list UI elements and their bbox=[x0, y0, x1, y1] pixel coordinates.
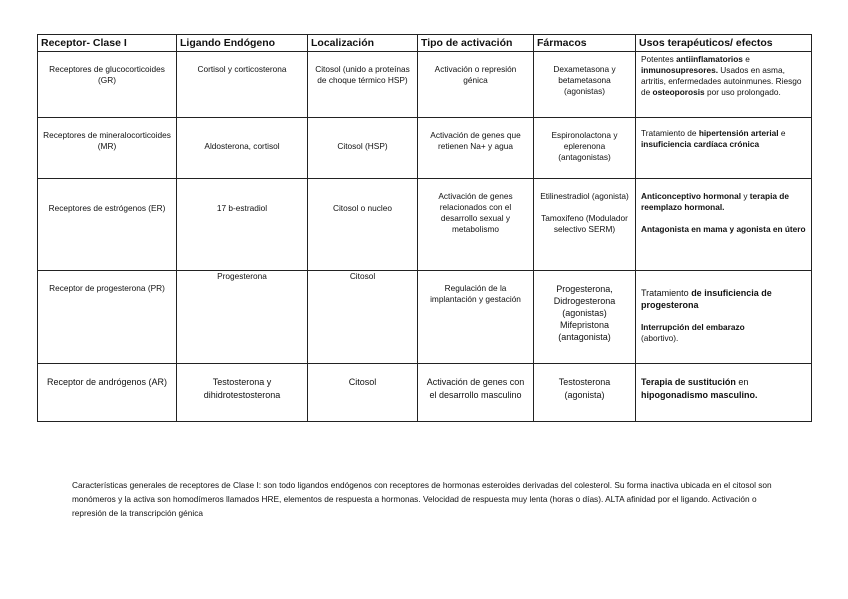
usos-text: en bbox=[735, 377, 749, 387]
usos-text: y bbox=[741, 191, 750, 201]
cell-ligando: Aldosterona, cortisol bbox=[177, 118, 308, 179]
table-row bbox=[38, 52, 812, 118]
cell-ligando: 17 b-estradiol bbox=[177, 179, 308, 271]
header-activacion: Tipo de activación bbox=[418, 35, 534, 52]
header-ligando: Ligando Endógeno bbox=[177, 35, 308, 52]
cell-usos bbox=[636, 118, 812, 179]
cell-farmacos bbox=[534, 179, 636, 271]
usos-bold: terapia de reemplazo hormonal. bbox=[641, 191, 789, 212]
usos-bold: Antagonista en mama y agonista en útero bbox=[641, 224, 806, 234]
cell-activacion: Activación de genes con el desarrollo masculino bbox=[418, 364, 534, 422]
cell-activacion: Regulación de la implantación y gestación bbox=[418, 271, 534, 364]
usos-bold: Anticonceptivo hormonal bbox=[641, 191, 742, 201]
cell-ligando: Testosterona y dihidrotestosterona bbox=[177, 364, 308, 422]
usos-bold: insuficiencia cardíaca crónica bbox=[641, 139, 760, 149]
cell-receptor: Receptores de estrógenos (ER) bbox=[38, 179, 177, 271]
cell-farmacos: Testosterona (agonista) bbox=[534, 364, 636, 422]
cell-activacion: Activación de genes relacionados con el desarrollo sexual y metabolismo bbox=[418, 179, 534, 271]
header-farmacos: Fármacos bbox=[534, 35, 636, 52]
usos-text: Tratamiento bbox=[641, 288, 692, 298]
usos-text: (abortivo). bbox=[641, 333, 679, 343]
usos-text: e bbox=[778, 128, 786, 138]
usos-text: Potentes bbox=[641, 54, 677, 64]
table-row bbox=[38, 179, 812, 271]
header-usos: Usos terapéuticos/ efectos bbox=[636, 35, 812, 52]
farmaco-modulador: Tamoxifeno (Modulador selectivo SERM) bbox=[541, 213, 628, 234]
characteristics-note: Características generales de receptores de Clase I: son todo ligandos endógenos con receptores de hormonas esteroides derivadas del colesterol. Su forma inactiva ubicada en el citosol son monómeros y la activa son homodímeros llamados HRE, elementos de respuesta a hormonas. Velocidad de respuesta muy lenta (horas o días). ALTA afinidad por el ligando. Activación o represión de la transcripción génica bbox=[72, 480, 772, 519]
cell-usos bbox=[636, 52, 812, 118]
cell-activacion: Activación o represión génica bbox=[418, 52, 534, 118]
table-row bbox=[38, 271, 812, 364]
cell-localizacion: Citosol o nucleo bbox=[308, 179, 418, 271]
cell-localizacion: Citosol bbox=[308, 364, 418, 422]
usos-bold: Terapia de sustitución bbox=[641, 377, 736, 387]
cell-ligando: Progesterona bbox=[177, 271, 308, 364]
cell-usos bbox=[636, 271, 812, 364]
usos-bold: hipogonadismo masculino. bbox=[641, 390, 758, 400]
cell-localizacion: Citosol (unido a proteínas de choque térmico HSP) bbox=[308, 52, 418, 118]
cell-receptor: Receptores de glucocorticoides (GR) bbox=[38, 52, 177, 118]
cell-receptor: Receptor de andrógenos (AR) bbox=[38, 364, 177, 422]
cell-localizacion: Citosol (HSP) bbox=[308, 118, 418, 179]
usos-text: e bbox=[742, 54, 750, 64]
cell-activacion: Activación de genes que retienen Na+ y agua bbox=[418, 118, 534, 179]
usos-bold: inmunosupresores. bbox=[641, 65, 718, 75]
cell-usos bbox=[636, 364, 812, 422]
cell-localizacion: Citosol bbox=[308, 271, 418, 364]
cell-ligando: Cortisol y corticosterona bbox=[177, 52, 308, 118]
usos-bold: de insuficiencia de progesterona bbox=[641, 288, 772, 310]
usos-bold: hipertensión arterial bbox=[698, 128, 779, 138]
farmaco-antagonista: Mifepristona (antagonista) bbox=[558, 320, 611, 342]
table-header-row bbox=[38, 35, 812, 52]
cell-farmacos: Espironolactona y eplerenona (antagonistas) bbox=[534, 118, 636, 179]
cell-usos bbox=[636, 179, 812, 271]
usos-bold: Interrupción del embarazo bbox=[641, 322, 745, 332]
usos-bold: antiinflamatorios bbox=[676, 54, 743, 64]
header-receptor: Receptor- Clase I bbox=[38, 35, 177, 52]
table-row bbox=[38, 118, 812, 179]
cell-receptor: Receptor de progesterona (PR) bbox=[38, 271, 177, 364]
header-localizacion: Localización bbox=[308, 35, 418, 52]
receptors-table bbox=[37, 34, 812, 422]
usos-bold: osteoporosis bbox=[652, 87, 705, 97]
farmaco-agonista: Etilinestradiol (agonista) bbox=[540, 191, 629, 201]
farmaco-agonista: Progesterona, Didrogesterona (agonistas) bbox=[553, 284, 616, 318]
usos-text: por uso prolongado. bbox=[704, 87, 781, 97]
cell-farmacos bbox=[534, 271, 636, 364]
usos-text: Usados en asma, artritis, enfermedades autoinmunes. Riesgo de bbox=[641, 65, 802, 97]
table-row bbox=[38, 364, 812, 422]
usos-text: Tratamiento de bbox=[641, 128, 699, 138]
cell-receptor: Receptores de mineralocorticoides (MR) bbox=[38, 118, 177, 179]
cell-farmacos: Dexametasona y betametasona (agonistas) bbox=[534, 52, 636, 118]
